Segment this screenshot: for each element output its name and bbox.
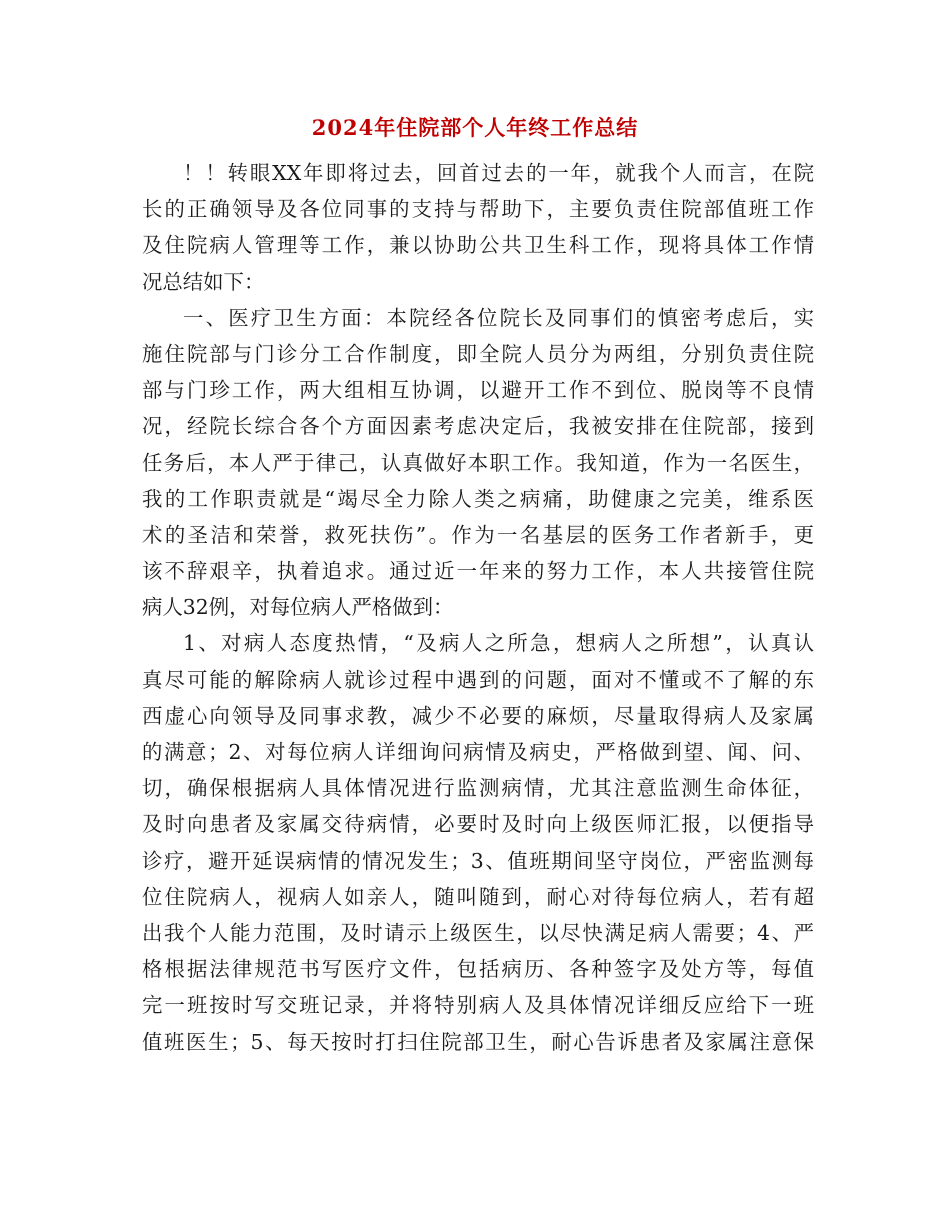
paragraph-line: 诊疗，避开延误病情的情况发生；3、值班期间坚守岗位，严密监测每 bbox=[142, 848, 814, 873]
paragraph-line: 值班医生；5、每天按时打扫住院部卫生，耐心告诉患者及家属注意保 bbox=[142, 1029, 814, 1054]
paragraph-line: 况，经院长综合各个方面因素考虑决定后，我被安排在住院部，接到 bbox=[142, 414, 814, 439]
paragraph-line: 我的工作职责就是“竭尽全力除人类之病痛，助健康之完美，维系医 bbox=[142, 486, 814, 511]
paragraph-line: ！！转眼XX年即将过去，回首过去的一年，就我个人而言，在院 bbox=[183, 161, 814, 185]
paragraph-line: 完一班按时写交班记录，并将特别病人及具体情况详细反应给下一班 bbox=[142, 993, 814, 1018]
paragraph-line: 病人32例，对每位病人严格做到： bbox=[142, 595, 454, 620]
paragraph-line: 格根据法律规范书写医疗文件，包括病历、各种签字及处方等，每值 bbox=[142, 957, 814, 982]
paragraph-line: 及住院病人管理等工作，兼以协助公共卫生科工作，现将具体工作情 bbox=[142, 233, 814, 258]
paragraph-line: 况总结如下： bbox=[142, 269, 265, 294]
paragraph-line: 及时向患者及家属交待病情，必要时及时向上级医师汇报，以便指导 bbox=[142, 812, 814, 837]
paragraph-line: 长的正确领导及各位同事的支持与帮助下，主要负责住院部值班工作 bbox=[142, 197, 814, 222]
paragraph-line: 切，确保根据病人具体情况进行监测病情，尤其注意监测生命体征， bbox=[142, 776, 814, 801]
paragraph-line: 术的圣洁和荣誉，救死扶伤”。作为一名基层的医务工作者新手，更 bbox=[142, 522, 814, 547]
paragraph-line: 位住院病人，视病人如亲人，随叫随到，耐心对待每位病人，若有超 bbox=[142, 884, 814, 909]
document-title: 2024年住院部个人年终工作总结 bbox=[311, 115, 639, 140]
document-body bbox=[142, 155, 814, 1060]
paragraph-line: 该不辞艰辛，执着追求。通过近一年来的努力工作，本人共接管住院 bbox=[142, 559, 814, 584]
paragraph-line: 施住院部与门诊分工合作制度，即全院人员分为两组，分别负责住院 bbox=[142, 341, 814, 366]
paragraph-line: 任务后，本人严于律己，认真做好本职工作。我知道，作为一名医生， bbox=[142, 450, 814, 475]
paragraph-line: 出我个人能力范围，及时请示上级医生，以尽快满足病人需要；4、严 bbox=[142, 920, 814, 945]
paragraph-line: 真尽可能的解除病人就诊过程中遇到的问题，面对不懂或不了解的东 bbox=[142, 667, 814, 692]
paragraph-line: 西虚心向领导及同事求教，减少不必要的麻烦，尽量取得病人及家属 bbox=[142, 703, 814, 728]
paragraph-line: 一、医疗卫生方面：本院经各位院长及同事们的慎密考虑后，实 bbox=[183, 305, 814, 330]
paragraph-line: 部与门珍工作，两大组相互协调，以避开工作不到位、脱岗等不良情 bbox=[142, 378, 814, 403]
paragraph-line: 1、对病人态度热情，“及病人之所急，想病人之所想”，认真认 bbox=[183, 631, 814, 656]
paragraph-line: 的满意；2、对每位病人详细询问病情及病史，严格做到望、闻、问、 bbox=[142, 740, 814, 764]
